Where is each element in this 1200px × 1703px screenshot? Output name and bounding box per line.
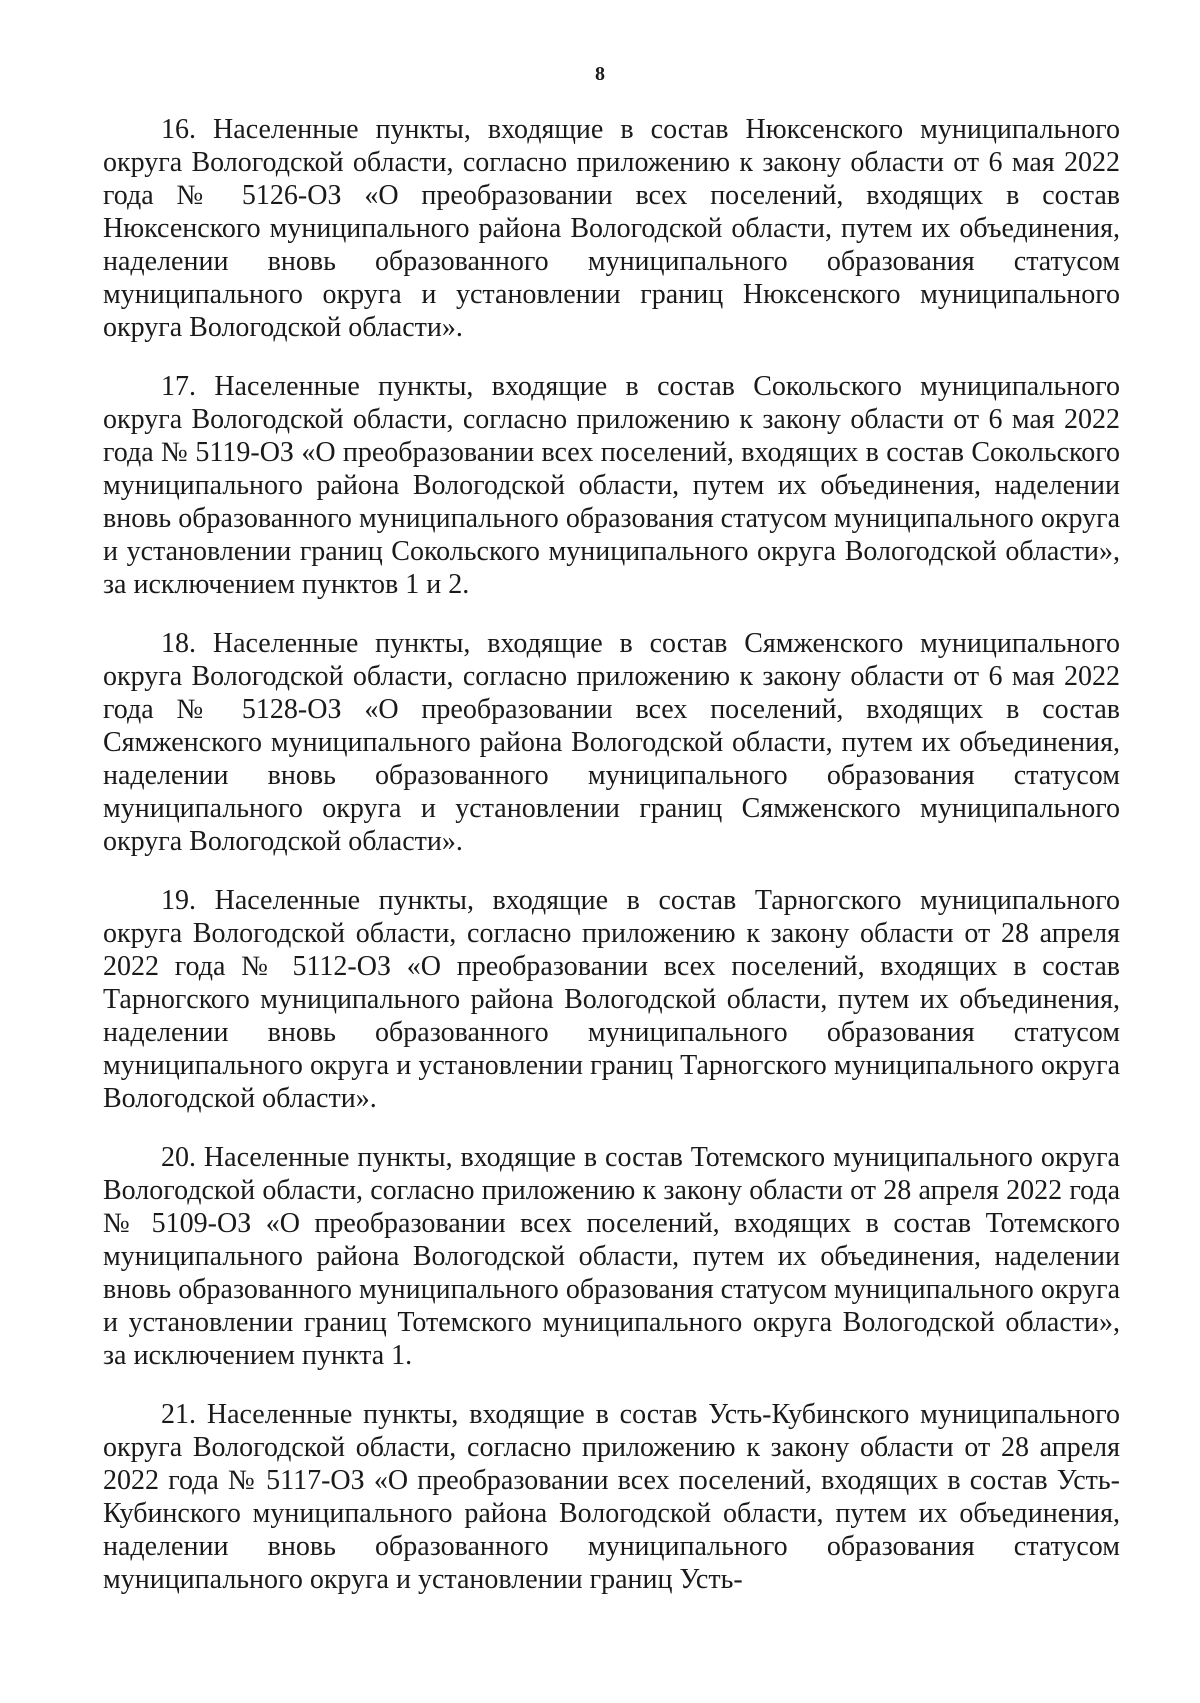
paragraph-16: 16. Населенные пункты, входящие в состав Нюксенского муниципального округа Вологодской области, согласно приложению к закону области от 6 мая 2022 года № 5126-ОЗ «О преобразовании всех поселений, входящих в состав Нюксенского муниципального района Вологодской области, путем их объединения, наделении вновь образованного муниципального образования статусом муниципального округа и установлении границ Нюксенского муниципального округа Вологодской области». xyxy=(103,114,1120,343)
page-number: 8 xyxy=(595,63,605,85)
paragraph-20: 20. Населенные пункты, входящие в состав Тотемского муниципального округа Вологодской области, согласно приложению к закону области от 28 апреля 2022 года № 5109-ОЗ «О преобразовании всех поселений, входящих в состав Тотемского муниципального района Вологодской области, путем их объединения, наделении вновь образованного муниципального образования статусом муниципального округа и установлении границ Тотемского муниципального округа Вологодской области», за исключением пункта 1. xyxy=(103,1142,1120,1371)
paragraph-21: 21. Населенные пункты, входящие в состав Усть-Кубинского муниципального округа Вологодской области, согласно приложению к закону области от 28 апреля 2022 года № 5117-ОЗ «О преобразовании всех поселений, входящих в состав Усть-Кубинского муниципального района Вологодской области, путем их объединения, наделении вновь образованного муниципального образования статусом муниципального округа и установлении границ Усть- xyxy=(103,1399,1120,1595)
document-body xyxy=(103,113,1120,1596)
paragraph-17: 17. Населенные пункты, входящие в состав Сокольского муниципального округа Вологодской области, согласно приложению к закону области от 6 мая 2022 года № 5119-ОЗ «О преобразовании всех поселений, входящих в состав Сокольского муниципального района Вологодской области, путем их объединения, наделении вновь образованного муниципального образования статусом муниципального округа и установлении границ Сокольского муниципального округа Вологодской области», за исключением пунктов 1 и 2. xyxy=(103,371,1120,600)
paragraph-19: 19. Населенные пункты, входящие в состав Тарногского муниципального округа Вологодской области, согласно приложению к закону области от 28 апреля 2022 года № 5112-ОЗ «О преобразовании всех поселений, входящих в состав Тарногского муниципального района Вологодской области, путем их объединения, наделении вновь образованного муниципального образования статусом муниципального округа и установлении границ Тарногского муниципального округа Вологодской области». xyxy=(103,885,1120,1114)
paragraph-18: 18. Населенные пункты, входящие в состав Сямженского муниципального округа Вологодской области, согласно приложению к закону области от 6 мая 2022 года № 5128-ОЗ «О преобразовании всех поселений, входящих в состав Сямженского муниципального района Вологодской области, путем их объединения, наделении вновь образованного муниципального образования статусом муниципального округа и установлении границ Сямженского муниципального округа Вологодской области». xyxy=(103,628,1120,857)
